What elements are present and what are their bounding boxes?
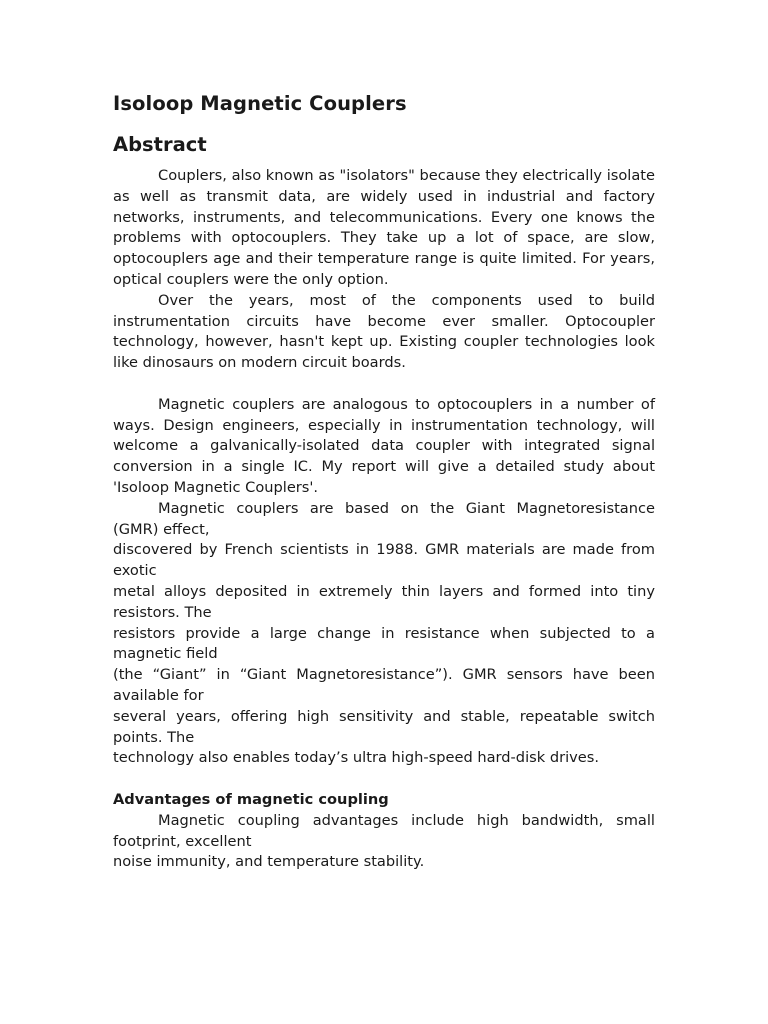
abstract-paragraph-1: Couplers, also known as "isolators" because they electrically isolate as well as transmit data, are widely used in industrial and factory networks, instruments, and telecommunications. Every one knows the problems with optocouplers. They take up a lot of space, are slow, optocouplers age and their temperature range is quite limited. For years, optical couplers were the only option. [113, 167, 655, 288]
paragraph-spacer [113, 374, 655, 395]
gmr-line: resistors provide a large change in resistance when subjected to a [113, 624, 655, 642]
advantages-paragraph [113, 811, 655, 873]
advantages-heading: Advantages of magnetic coupling [113, 790, 389, 808]
gmr-line: metal alloys deposited in extremely thin layers and formed into tiny [113, 582, 655, 600]
gmr-line: several years, offering high sensitivity and stable, repeatable switch [113, 707, 655, 725]
abstract-paragraph-3: Magnetic couplers are analogous to optocouplers in a number of ways. Design engineers, especially in instrumentation technology, will welcome a galvanically-isolated data coupler with integrated signal conversion in a single IC. My report will give a detailed study about 'Isoloop Magnetic Couplers'. [113, 395, 655, 496]
gmr-line: magnetic field [113, 645, 218, 663]
advantages-line: footprint, excellent [113, 832, 252, 850]
advantages-line: noise immunity, and temperature stability. [113, 853, 425, 871]
gmr-line: (GMR) effect, [113, 520, 210, 538]
gmr-line: points. The [113, 728, 195, 746]
gmr-paragraph [113, 499, 655, 769]
gmr-line: exotic [113, 562, 157, 580]
document-page [113, 90, 655, 873]
gmr-line: available for [113, 686, 204, 704]
abstract-heading: Abstract [113, 133, 207, 156]
gmr-line: discovered by French scientists in 1988. GMR materials are made from [113, 541, 655, 559]
gmr-line: (the “Giant” in “Giant Magnetoresistance”). GMR sensors have been [113, 666, 655, 684]
abstract-paragraph-2: Over the years, most of the components used to build instrumentation circuits have become ever smaller. Optocoupler technology, however, hasn't kept up. Existing coupler technologies look like dinosaurs on modern circuit boards. [113, 291, 655, 372]
document-title: Isoloop Magnetic Couplers [113, 92, 407, 115]
advantages-line: Magnetic coupling advantages include high bandwidth, small [158, 811, 655, 829]
paragraph-spacer [113, 769, 655, 790]
gmr-line: resistors. The [113, 603, 212, 621]
gmr-line: technology also enables today’s ultra high-speed hard-disk drives. [113, 749, 599, 767]
gmr-line: Magnetic couplers are based on the Giant Magnetoresistance [158, 499, 655, 517]
